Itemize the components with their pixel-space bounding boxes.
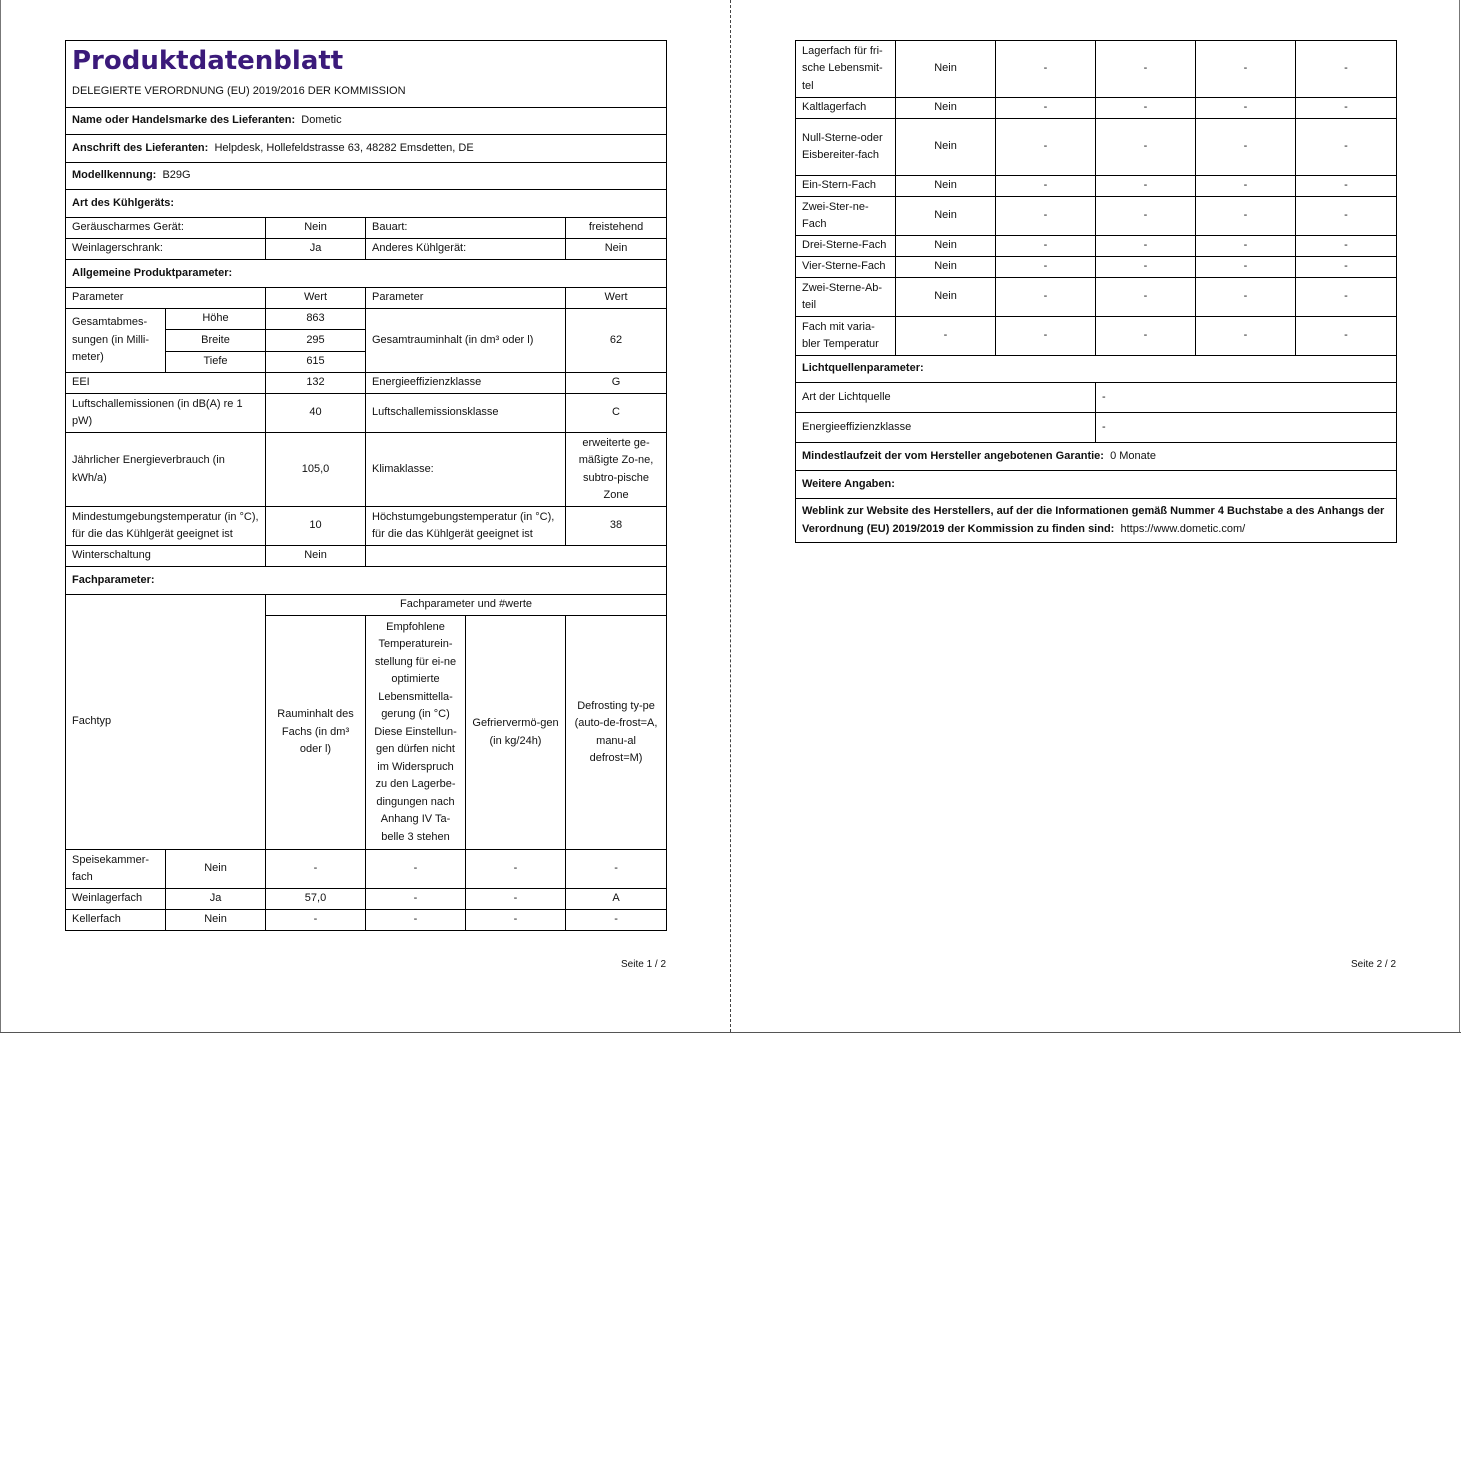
depth-label: Tiefe bbox=[166, 352, 266, 373]
min-temp-label: Mindestumgebungstemperatur (in °C), für die das Kühlgerät geeignet ist bbox=[66, 507, 266, 546]
table-row bbox=[66, 889, 667, 910]
warranty-label: Mindestlaufzeit der vom Hersteller angebotenen Garantie: bbox=[802, 449, 1104, 462]
parameter-header: Parameter bbox=[66, 288, 266, 309]
compartment-present: Nein bbox=[896, 236, 996, 257]
compartment-present: Nein bbox=[166, 850, 266, 889]
max-temp-value: 38 bbox=[566, 507, 667, 546]
compartment-volume: - bbox=[996, 197, 1096, 236]
page-divider bbox=[730, 0, 731, 1032]
light-type-value: - bbox=[1096, 383, 1397, 413]
general-params-heading: Allgemeine Produktparameter: bbox=[66, 260, 667, 288]
compartment-name: Zwei-Sterne-Ab-teil bbox=[796, 278, 896, 317]
empty-cell bbox=[366, 546, 667, 567]
compartment-name: Fach mit varia-bler Temperatur bbox=[796, 317, 896, 356]
compartment-present: Nein bbox=[896, 98, 996, 119]
compartment-volume: 57,0 bbox=[266, 889, 366, 910]
compartment-freeze: - bbox=[1196, 41, 1296, 98]
climate-class-value: erweiterte ge-mäßigte Zo-ne, subtro-pische Zone bbox=[566, 433, 667, 507]
weblink-label: Weblink zur Website des Herstellers, auf der die Informationen gemäß Nummer 4 Buchstabe a des Anhangs der Verordnung (EU) 2019/2019 der Kommission zu finden sind: bbox=[802, 505, 1385, 535]
table-row bbox=[796, 98, 1397, 119]
noise-class-value: C bbox=[566, 394, 667, 433]
sheet-right-edge bbox=[1459, 0, 1460, 1032]
compartment-freeze: - bbox=[1196, 257, 1296, 278]
compartment-defrost: - bbox=[1296, 278, 1397, 317]
compartment-defrost: A bbox=[566, 889, 667, 910]
table-row bbox=[796, 257, 1397, 278]
page-number-1: Seite 1 / 2 bbox=[621, 959, 667, 970]
supplier-label: Name oder Handelsmarke des Lieferanten: bbox=[72, 114, 296, 127]
energy-class-label: Energieeffizienzklasse bbox=[366, 373, 566, 394]
warranty-value: 0 Monate bbox=[1110, 449, 1156, 462]
compartment-temp: - bbox=[1096, 41, 1196, 98]
winter-switch-value: Nein bbox=[266, 546, 366, 567]
compartment-name: Ein-Stern-Fach bbox=[796, 176, 896, 197]
height-label: Höhe bbox=[166, 309, 266, 330]
model-label: Modellkennung: bbox=[72, 169, 157, 182]
compartment-volume: - bbox=[996, 119, 1096, 176]
compartment-name: Lagerfach für fri-sche Lebensmit-tel bbox=[796, 41, 896, 98]
compartment-present: Nein bbox=[896, 119, 996, 176]
quiet-value: Nein bbox=[266, 218, 366, 239]
table-row bbox=[796, 278, 1397, 317]
further-info-heading: Weitere Angaben: bbox=[796, 471, 1397, 499]
table-row bbox=[66, 910, 667, 931]
compartment-type-label: Fachtyp bbox=[66, 595, 266, 850]
compartment-freeze: - bbox=[1196, 236, 1296, 257]
address-label: Anschrift des Lieferanten: bbox=[72, 141, 209, 154]
col-defrost-header: Defrosting ty-pe (auto-de-frost=A, manu-al defrost=M) bbox=[566, 616, 667, 850]
compartment-freeze: - bbox=[466, 910, 566, 931]
appliance-type-heading: Art des Kühlgeräts: bbox=[66, 190, 667, 218]
dimensions-label: Gesamtabmes-sungen (in Milli-meter) bbox=[66, 309, 166, 373]
compartment-name: Kaltlagerfach bbox=[796, 98, 896, 119]
table-row bbox=[796, 119, 1397, 176]
compartment-name: Null-Sterne-oder Eisbereiter-fach bbox=[796, 119, 896, 176]
quiet-label: Geräuscharmes Gerät: bbox=[66, 218, 266, 239]
design-value: freistehend bbox=[566, 218, 667, 239]
compartment-present: Nein bbox=[896, 176, 996, 197]
compartment-present: Nein bbox=[896, 257, 996, 278]
compartment-temp: - bbox=[366, 889, 466, 910]
col-temp-header: Empfohlene Temperaturein-stellung für ei-ne optimierte Lebensmittella-gerung (in °C) Diese Einstellun-gen dürfen nicht im Widerspruch zu den Lagerbe-dingungen nach Anhang IV Ta-belle 3 stehen bbox=[366, 616, 466, 850]
compartment-volume: - bbox=[996, 257, 1096, 278]
compartment-freeze: - bbox=[1196, 98, 1296, 119]
table-row bbox=[796, 41, 1397, 98]
compartment-volume: - bbox=[996, 41, 1096, 98]
height-value: 863 bbox=[266, 309, 366, 330]
compartment-present: Nein bbox=[896, 197, 996, 236]
supplier-row bbox=[66, 108, 667, 135]
compartment-temp: - bbox=[1096, 257, 1196, 278]
light-source-heading: Lichtquellenparameter: bbox=[796, 356, 1397, 383]
compartment-freeze: - bbox=[1196, 176, 1296, 197]
compartment-defrost: - bbox=[1296, 41, 1397, 98]
table-row bbox=[796, 236, 1397, 257]
compartment-name: Vier-Sterne-Fach bbox=[796, 257, 896, 278]
wine-cabinet-label: Weinlagerschrank: bbox=[66, 239, 266, 260]
compartment-present: Nein bbox=[166, 910, 266, 931]
compartment-volume: - bbox=[996, 176, 1096, 197]
compartment-defrost: - bbox=[1296, 197, 1397, 236]
wine-cabinet-value: Ja bbox=[266, 239, 366, 260]
compartment-params-heading: Fachparameter: bbox=[66, 567, 667, 595]
compartment-name: Zwei-Ster-ne-Fach bbox=[796, 197, 896, 236]
compartment-temp: - bbox=[1096, 317, 1196, 356]
compartment-freeze: - bbox=[466, 850, 566, 889]
noise-label: Luftschallemissionen (in dB(A) re 1 pW) bbox=[66, 394, 266, 433]
compartment-volume: - bbox=[996, 317, 1096, 356]
compartment-temp: - bbox=[366, 850, 466, 889]
value-header-2: Wert bbox=[566, 288, 667, 309]
light-type-label: Art der Lichtquelle bbox=[796, 383, 1096, 413]
compartment-defrost: - bbox=[1296, 176, 1397, 197]
compartment-present: - bbox=[896, 317, 996, 356]
warranty-row bbox=[796, 443, 1397, 471]
eei-label: EEI bbox=[66, 373, 266, 394]
sheet-left-edge bbox=[0, 0, 1, 1032]
compartment-present: Nein bbox=[896, 278, 996, 317]
compartment-freeze: - bbox=[1196, 119, 1296, 176]
value-header: Wert bbox=[266, 288, 366, 309]
annual-energy-value: 105,0 bbox=[266, 433, 366, 507]
col-volume-header: Rauminhalt des Fachs (in dm³ oder l) bbox=[266, 616, 366, 850]
eei-value: 132 bbox=[266, 373, 366, 394]
col-freeze-header: Gefriervermö-gen (in kg/24h) bbox=[466, 616, 566, 850]
compartment-freeze: - bbox=[466, 889, 566, 910]
compartment-present: Ja bbox=[166, 889, 266, 910]
light-class-value: - bbox=[1096, 413, 1397, 443]
address-row bbox=[66, 135, 667, 163]
table-row bbox=[796, 317, 1397, 356]
compartment-volume: - bbox=[996, 98, 1096, 119]
table-row bbox=[66, 850, 667, 889]
compartment-freeze: - bbox=[1196, 197, 1296, 236]
climate-class-label: Klimaklasse: bbox=[366, 433, 566, 507]
table-row bbox=[796, 197, 1397, 236]
compartment-params-header: Fachparameter und #werte bbox=[266, 595, 667, 616]
regulation-subtitle: DELEGIERTE VERORDNUNG (EU) 2019/2016 DER KOMMISSION bbox=[72, 85, 406, 98]
header-cell bbox=[66, 41, 667, 108]
compartment-volume: - bbox=[266, 910, 366, 931]
compartment-freeze: - bbox=[1196, 278, 1296, 317]
page-title: Produktdatenblatt bbox=[72, 46, 344, 77]
compartment-freeze: - bbox=[1196, 317, 1296, 356]
compartment-name: Speisekammer-fach bbox=[66, 850, 166, 889]
compartment-volume: - bbox=[996, 278, 1096, 317]
compartment-defrost: - bbox=[1296, 119, 1397, 176]
compartment-temp: - bbox=[1096, 176, 1196, 197]
width-value: 295 bbox=[266, 330, 366, 352]
energy-class-value: G bbox=[566, 373, 667, 394]
compartment-defrost: - bbox=[1296, 236, 1397, 257]
compartment-temp: - bbox=[1096, 197, 1196, 236]
table-row bbox=[796, 176, 1397, 197]
winter-switch-label: Winterschaltung bbox=[66, 546, 266, 567]
compartment-temp: - bbox=[1096, 236, 1196, 257]
min-temp-value: 10 bbox=[266, 507, 366, 546]
compartment-volume: - bbox=[996, 236, 1096, 257]
light-class-label: Energieeffizienzklasse bbox=[796, 413, 1096, 443]
compartment-volume: - bbox=[266, 850, 366, 889]
compartment-temp: - bbox=[1096, 278, 1196, 317]
compartment-temp: - bbox=[1096, 119, 1196, 176]
compartment-defrost: - bbox=[1296, 98, 1397, 119]
annual-energy-label: Jährlicher Energieverbrauch (in kWh/a) bbox=[66, 433, 266, 507]
model-row bbox=[66, 163, 667, 190]
compartment-table-continued bbox=[795, 40, 1397, 543]
page-number-2: Seite 2 / 2 bbox=[1351, 959, 1397, 970]
compartment-defrost: - bbox=[1296, 317, 1397, 356]
design-label: Bauart: bbox=[366, 218, 566, 239]
compartment-name: Drei-Sterne-Fach bbox=[796, 236, 896, 257]
depth-value: 615 bbox=[266, 352, 366, 373]
total-volume-value: 62 bbox=[566, 309, 667, 373]
total-volume-label: Gesamtrauminhalt (in dm³ oder l) bbox=[366, 309, 566, 373]
compartment-name: Kellerfach bbox=[66, 910, 166, 931]
compartment-defrost: - bbox=[1296, 257, 1397, 278]
noise-value: 40 bbox=[266, 394, 366, 433]
other-appliance-label: Anderes Kühlgerät: bbox=[366, 239, 566, 260]
max-temp-label: Höchstumgebungstemperatur (in °C), für die das Kühlgerät geeignet ist bbox=[366, 507, 566, 546]
compartment-name: Weinlagerfach bbox=[66, 889, 166, 910]
weblink-row bbox=[796, 499, 1397, 543]
product-sheet-table bbox=[65, 40, 667, 931]
other-appliance-value: Nein bbox=[566, 239, 667, 260]
model-value: B29G bbox=[162, 169, 191, 182]
noise-class-label: Luftschallemissionsklasse bbox=[366, 394, 566, 433]
width-label: Breite bbox=[166, 330, 266, 352]
weblink-value[interactable]: https://www.dometic.com/ bbox=[1120, 522, 1246, 535]
compartment-temp: - bbox=[366, 910, 466, 931]
compartment-present: Nein bbox=[896, 41, 996, 98]
compartment-defrost: - bbox=[566, 850, 667, 889]
supplier-value: Dometic bbox=[301, 114, 342, 127]
compartment-defrost: - bbox=[566, 910, 667, 931]
address-value: Helpdesk, Hollefeldstrasse 63, 48282 Emsdetten, DE bbox=[214, 141, 474, 154]
compartment-temp: - bbox=[1096, 98, 1196, 119]
parameter-header-2: Parameter bbox=[366, 288, 566, 309]
